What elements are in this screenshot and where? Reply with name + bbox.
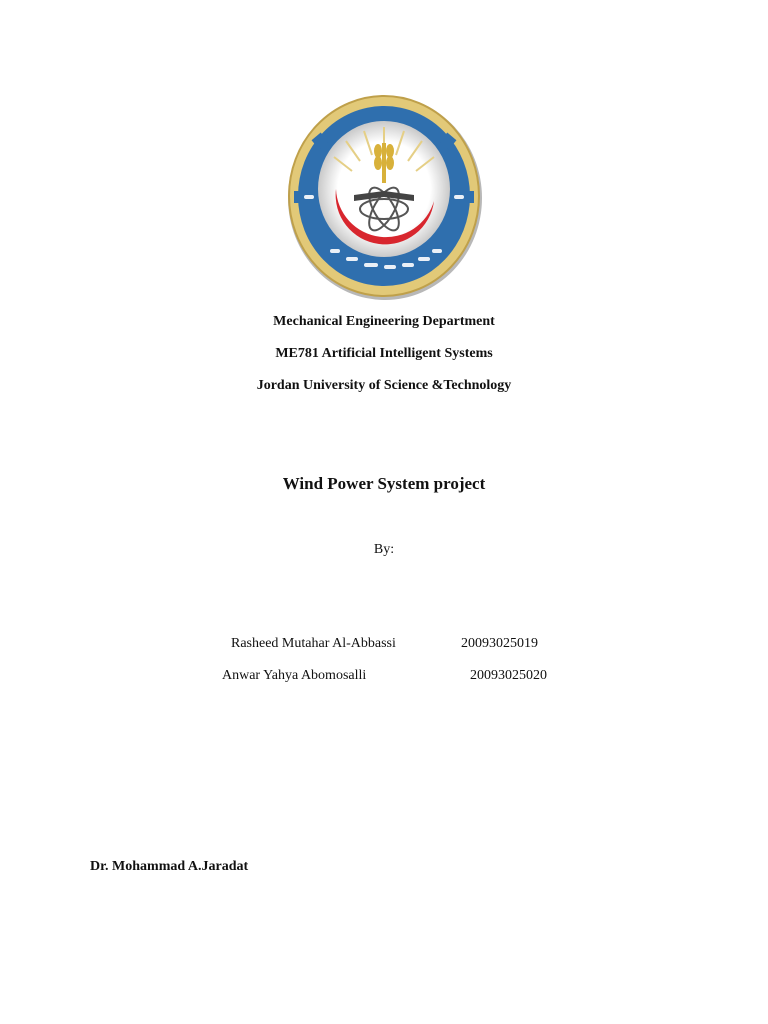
author-name: Rasheed Mutahar Al-Abbassi (231, 636, 396, 651)
supervisor-name: Dr. Mohammad A.Jaradat (90, 859, 249, 874)
university-logo (284, 91, 484, 301)
author-id: 20093025019 (461, 636, 538, 651)
project-title: Wind Power System project (282, 474, 486, 493)
university-seal-icon (284, 91, 484, 301)
author-id: 20093025020 (470, 668, 547, 683)
course-name: ME781 Artificial Intelligent Systems (275, 346, 493, 361)
author-name: Anwar Yahya Abomosalli (222, 668, 367, 683)
department-name: Mechanical Engineering Department (273, 314, 495, 329)
by-label: By: (373, 542, 395, 557)
university-name: Jordan University of Science &Technology (256, 378, 512, 393)
